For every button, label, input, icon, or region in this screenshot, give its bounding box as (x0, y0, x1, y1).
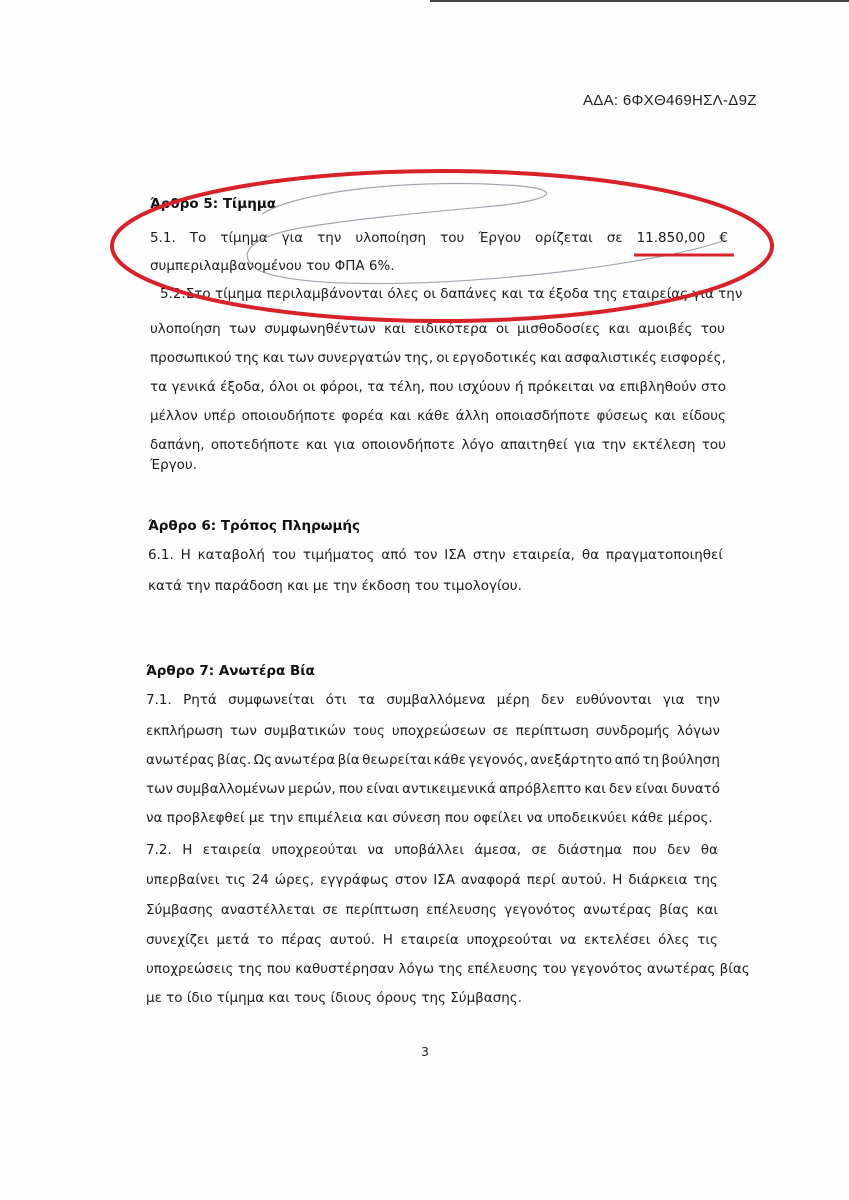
word: και (608, 321, 630, 337)
word: πρόκειται (527, 379, 595, 395)
word: από (381, 547, 407, 563)
word: θα (581, 547, 599, 563)
word: εταιρεία (202, 842, 262, 858)
word: την (601, 437, 626, 453)
word: σε (606, 230, 623, 246)
word: που (632, 842, 657, 858)
word: φύσεως (596, 408, 649, 424)
word: υλοποίηση (355, 230, 427, 246)
word: επέλευσης (426, 902, 497, 918)
word: εισφορές, (660, 350, 726, 366)
word: επιβληθούν (619, 379, 697, 395)
word: άμεσα, (474, 842, 521, 858)
word: και (540, 350, 562, 366)
word: των (146, 781, 173, 797)
word: συμφωνηθέντων (264, 321, 376, 337)
word: ανωτέρα (274, 752, 336, 768)
word: δυνατό (671, 781, 720, 797)
word: Το (189, 230, 207, 246)
article-5-1-line-2: συμπεριλαμβανομένου του ΦΠΑ 6%. (150, 258, 395, 274)
word: είναι (366, 781, 400, 797)
word: λόγο (461, 437, 494, 453)
word: συμβαλλομένων (176, 781, 286, 797)
word: και (262, 350, 284, 366)
word: ότι (325, 692, 347, 708)
word: τον (413, 547, 438, 563)
word: βίας (659, 902, 690, 918)
word: του (440, 230, 465, 246)
word: αναφορά (460, 872, 521, 888)
word: αυτού. (561, 872, 607, 888)
word: ειδικότερα (413, 321, 488, 337)
word: και (384, 321, 406, 337)
word: διάρκεια (628, 872, 688, 888)
word: είδους (681, 408, 726, 424)
word: και (584, 781, 606, 797)
word: δαπάνη, (150, 437, 205, 453)
word: όλοι (269, 379, 299, 395)
word: πραγματοποιηθεί (605, 547, 723, 563)
word: της, (404, 350, 434, 366)
word: των (287, 350, 315, 366)
article-7-1-line-5: να προβλεφθεί με την επιμέλεια και σύνεση που οφείλει να υποδεικνύει κάθε μέρος. (146, 810, 713, 826)
word: βίας. (217, 752, 252, 768)
article-5-heading: Άρθρο 5: Τίμημα (150, 196, 277, 212)
word: έξοδα, (220, 379, 265, 395)
word: σε (492, 723, 509, 739)
word: ώρες, (274, 872, 315, 888)
word: φόροι, (319, 379, 363, 395)
word: υποχρεώσεων (391, 723, 486, 739)
word: Η (180, 547, 191, 563)
word: κάθε (417, 408, 450, 424)
word: άλλη (455, 408, 490, 424)
word: του (271, 547, 296, 563)
word: εκτέλεση (632, 437, 696, 453)
word: του (701, 437, 726, 453)
word: να (367, 842, 384, 858)
word: γεγονός, (468, 752, 528, 768)
word: οποιουδήποτε (241, 408, 336, 424)
word: την (317, 230, 342, 246)
word: υποβάλλει (394, 842, 464, 858)
word: υποχρεούται (271, 842, 357, 858)
word: της (693, 872, 718, 888)
word: ανεξάρτητο (530, 752, 613, 768)
word: τα (150, 379, 168, 395)
word: προσωπικού (150, 350, 232, 366)
word: των (229, 321, 256, 337)
word: Ρητά (183, 692, 217, 708)
word: είναι (635, 781, 668, 797)
word: ορίζεται (535, 230, 593, 246)
word: κάθε (433, 752, 466, 768)
word: Η (612, 872, 623, 888)
word: αυτού. (329, 932, 375, 948)
word: σε (322, 902, 339, 918)
word: 7.2. (146, 842, 172, 858)
word: οποτεδήποτε (210, 437, 300, 453)
word: Στο τίμημα περιλαμβάνονται όλες οι δαπάνες και τα έξοδα της εταιρείας για την (185, 286, 743, 302)
word: ισχύουν (458, 379, 511, 395)
word: σε (531, 842, 548, 858)
word: εταιρεία (400, 932, 459, 948)
word: συνδρομής (595, 723, 670, 739)
word: οι (495, 321, 509, 337)
word: αναστέλλεται (220, 902, 316, 918)
word: ή (514, 379, 524, 395)
word: τα (367, 379, 385, 395)
word: για (662, 692, 685, 708)
word: Ως (253, 752, 273, 768)
word: του (700, 321, 725, 337)
word: τα (357, 692, 375, 708)
word: δεν (667, 842, 691, 858)
word: φορέα (341, 408, 384, 424)
word: συμβαλλόμενα (386, 692, 486, 708)
red-circle-mark (112, 171, 772, 321)
word: τη (642, 752, 660, 768)
word: και (696, 902, 718, 918)
word: περίπτωση (515, 723, 589, 739)
word: συνεργατών (317, 350, 402, 366)
word: οποιασδήποτε (495, 408, 591, 424)
word: δεν (541, 692, 565, 708)
word: υποχρεούται (466, 932, 553, 948)
word: για (333, 437, 356, 453)
word: υπέρ (203, 408, 236, 424)
word: τίμημα (220, 230, 268, 246)
word: μετά (216, 932, 250, 948)
word: της (234, 350, 260, 366)
article-7-2-line-5: υποχρεώσεις της που καθυστέρησαν λόγω της επέλευσης του γεγονότος ανωτέρας βίας (146, 961, 750, 977)
word: μισθοδοσίες (517, 321, 601, 337)
word: απαιτηθεί (500, 437, 568, 453)
word: και (389, 408, 412, 424)
word: ασφαλιστικές (564, 350, 657, 366)
word: € (719, 230, 728, 246)
word: θεωρείται (362, 752, 432, 768)
word: τέλη, (388, 379, 425, 395)
word: για (281, 230, 304, 246)
word: γενικά (171, 379, 216, 395)
word: και (654, 408, 676, 424)
word: μέρη (496, 692, 530, 708)
word: 6.1. (148, 547, 174, 563)
word: που (429, 379, 454, 395)
word: 11.850,00 (636, 230, 706, 246)
word: περίπτωση (345, 902, 419, 918)
word: 7.1. (146, 692, 172, 708)
word: που (338, 781, 364, 797)
article-6-heading: Άρθρο 6: Τρόπος Πληρωμής (148, 518, 361, 534)
word: 5.1. (150, 230, 176, 246)
word: Σύμβασης (146, 902, 214, 918)
word: στην (472, 547, 506, 563)
article-7-2-line-6: με το ίδιο τίμημα και τους ίδιους όρους της Σύμβασης. (146, 990, 523, 1006)
word: οι (436, 350, 450, 366)
word: απρόβλεπτο (499, 781, 582, 797)
word: καταβολή (197, 547, 265, 563)
word: μέλλον (150, 408, 198, 424)
word: διάστημα (557, 842, 623, 858)
word: λόγων (676, 723, 720, 739)
word: να (559, 932, 577, 948)
word: οποιονδήποτε (361, 437, 456, 453)
word: να (598, 379, 616, 395)
word: εκπλήρωση (146, 723, 223, 739)
word: θα (700, 842, 718, 858)
word: εργοδοτικές (452, 350, 537, 366)
word: τις (225, 872, 246, 888)
word: γεγονότος (504, 902, 576, 918)
pencil-loop-mark (247, 184, 725, 284)
word: βία (337, 752, 360, 768)
word: για (573, 437, 596, 453)
article-6-1-line-2: κατά την παράδοση και με την έκδοση του τιμολογίου. (148, 578, 522, 594)
word: ευθύνονται (575, 692, 652, 708)
word: τιμήματος (302, 547, 375, 563)
word: τους (352, 723, 385, 739)
word: υπερβαίνει (146, 872, 220, 888)
word: Η (382, 932, 393, 948)
article-7-heading: Άρθρο 7: Ανωτέρα Βία (146, 663, 315, 679)
word: συμβατικών (263, 723, 346, 739)
word: των (229, 723, 257, 739)
article-5-2-line-7: Έργου. (150, 457, 197, 473)
word: περί (526, 872, 556, 888)
word: στο (701, 379, 726, 395)
word: ΙΣΑ (433, 872, 455, 888)
word: πέρας (281, 932, 323, 948)
ada-code: ΑΔΑ: 6ΦΧΘ469ΗΣΛ-Δ9Ζ (583, 92, 757, 109)
word: συνεχίζει (146, 932, 209, 948)
word: ανωτέρας (146, 752, 215, 768)
word: εγγράφως (320, 872, 389, 888)
word: από (614, 752, 640, 768)
word: 24 (251, 872, 269, 888)
word: αμοιβές (638, 321, 693, 337)
word: Έργου (478, 230, 522, 246)
word: ανωτέρας (583, 902, 652, 918)
word: υλοποίηση (150, 321, 221, 337)
word: στον (394, 872, 428, 888)
word: 5.2. (160, 286, 186, 302)
word: μερών, (288, 781, 336, 797)
word: εταιρεία, (512, 547, 575, 563)
word: Η (182, 842, 193, 858)
word: την (695, 692, 720, 708)
word: το (257, 932, 274, 948)
word: συμφωνείται (228, 692, 315, 708)
word: αντικειμενικά (402, 781, 496, 797)
word: και (305, 437, 328, 453)
word: οι (302, 379, 316, 395)
word: δεν (608, 781, 633, 797)
word: τις (697, 932, 718, 948)
word: βούληση (661, 752, 720, 768)
word: ΙΣΑ (444, 547, 466, 563)
word: όλες (658, 932, 690, 948)
word: εκτελέσει (583, 932, 651, 948)
page-number: 3 (421, 1044, 429, 1059)
